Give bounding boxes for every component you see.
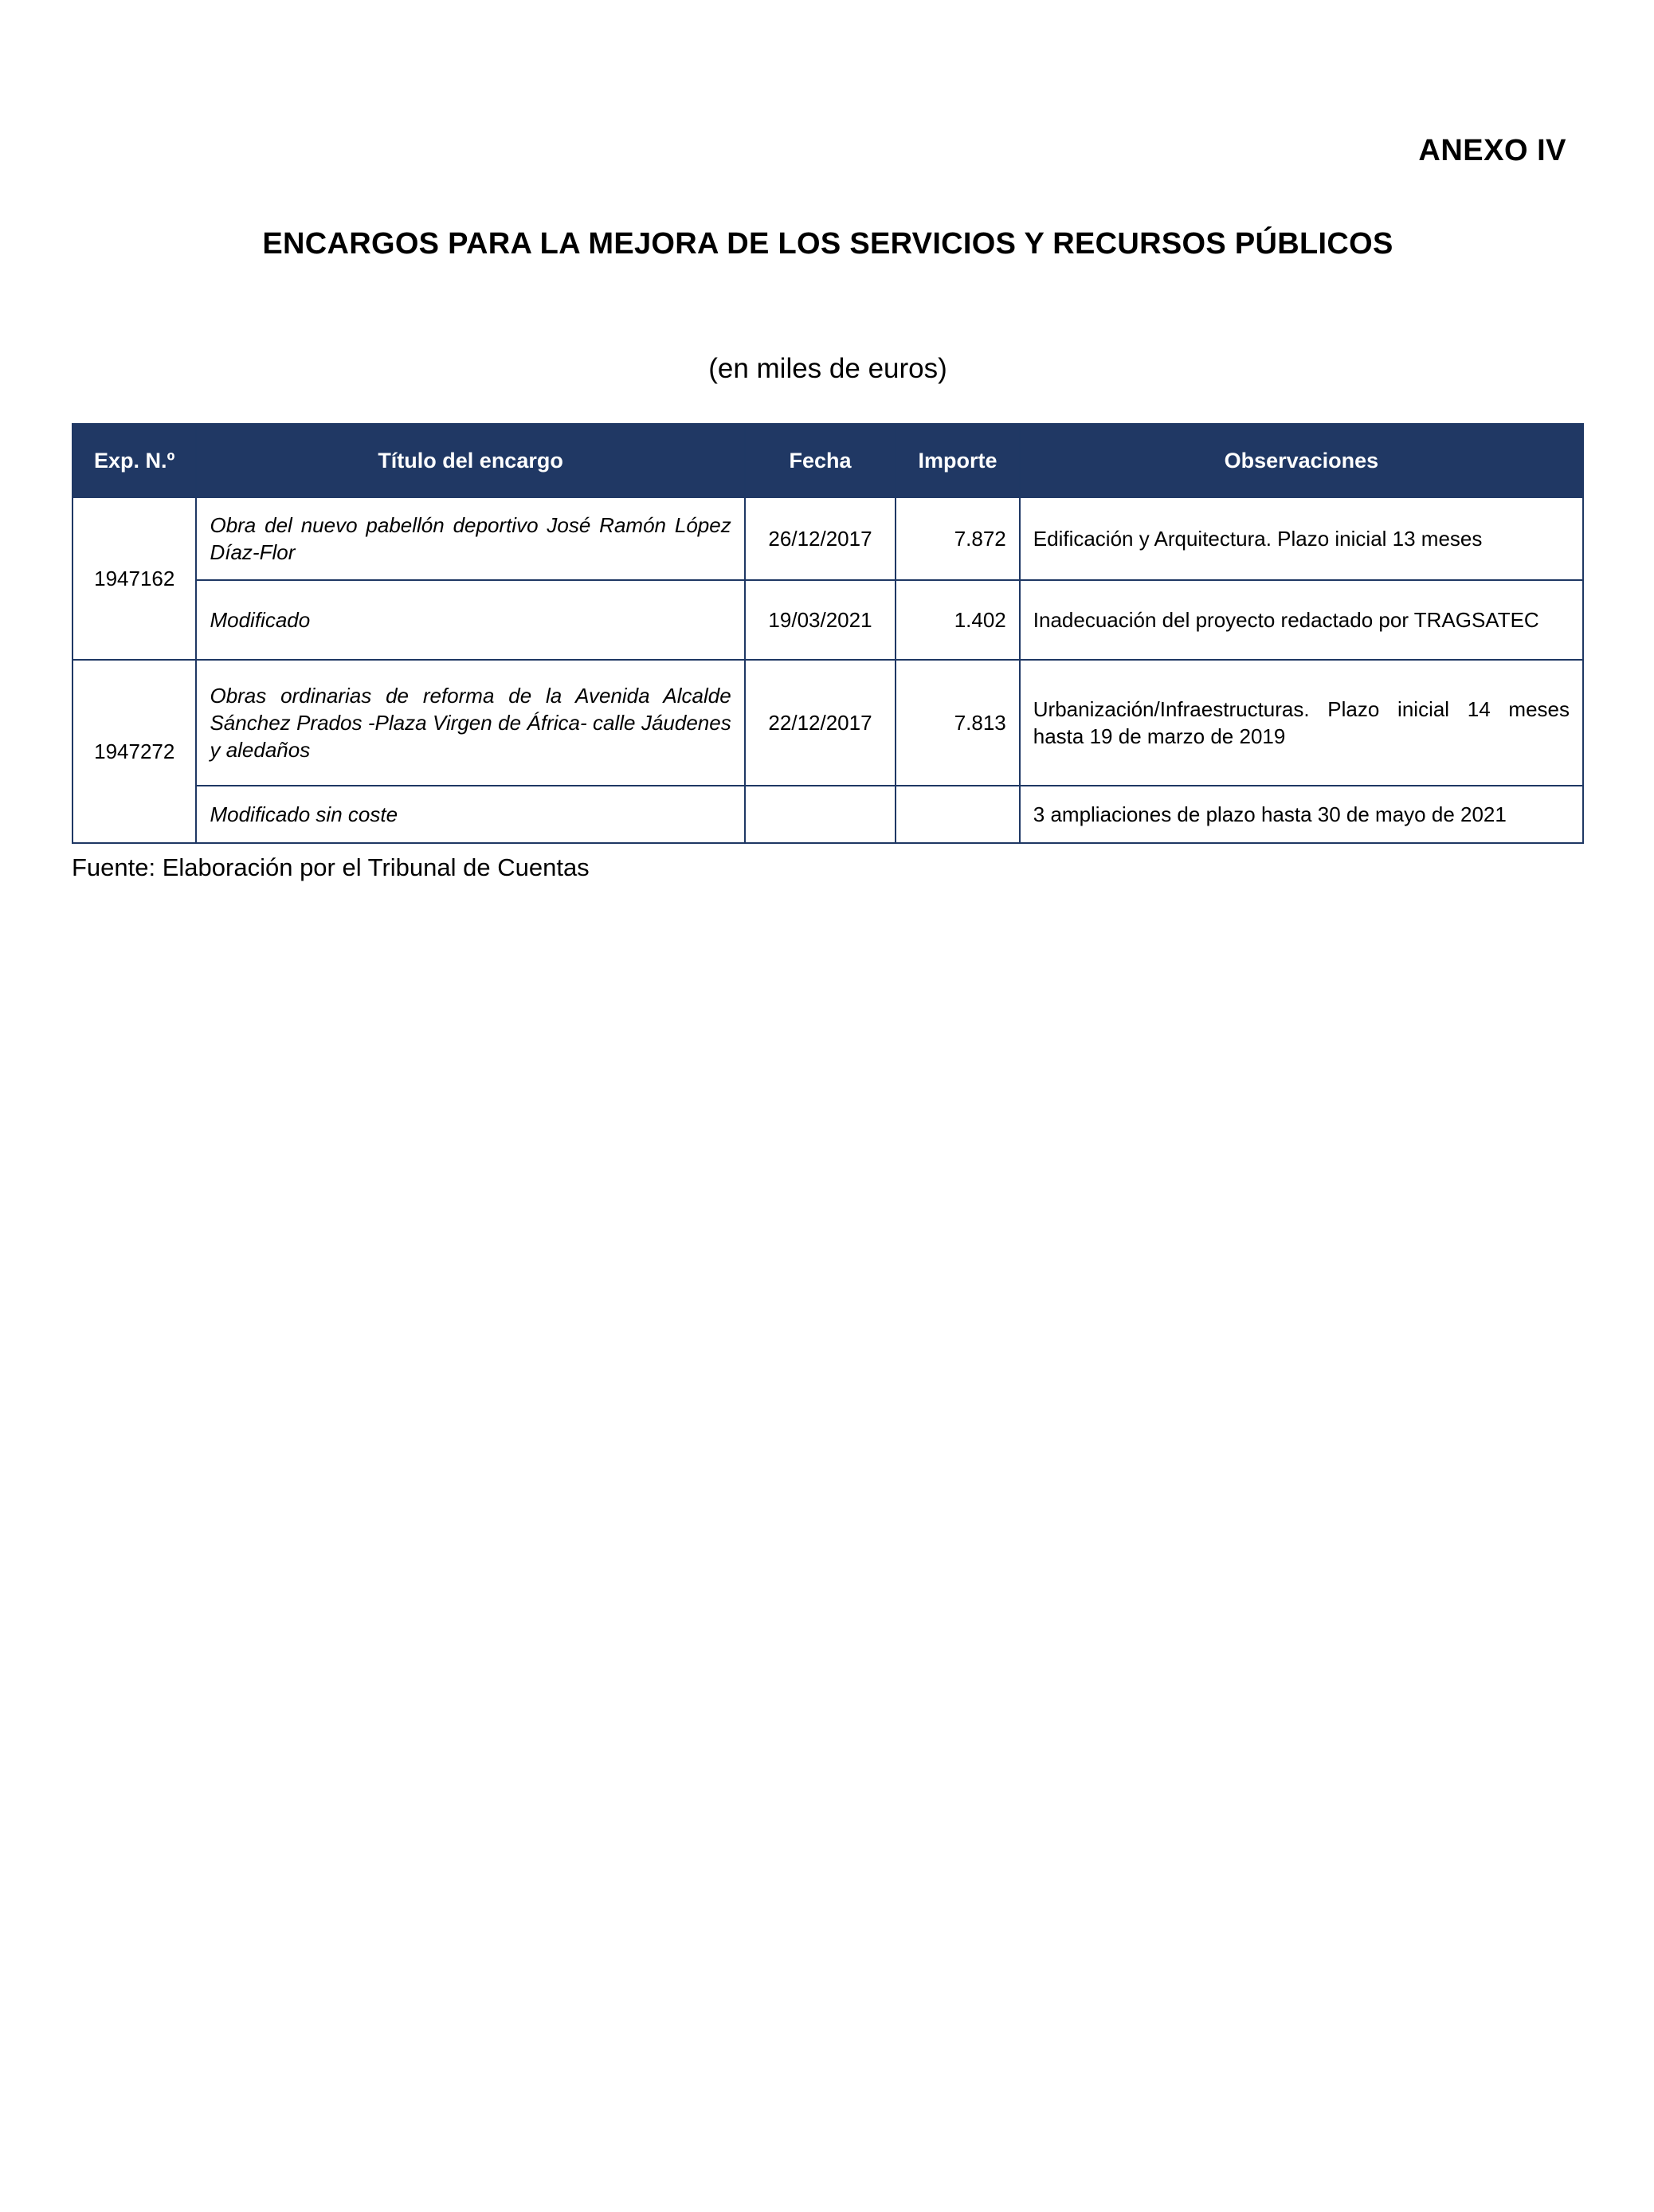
cell-observaciones: Inadecuación del proyecto redactado por TRAGSATEC bbox=[1020, 580, 1583, 660]
source-note: Fuente: Elaboración por el Tribunal de Cuentas bbox=[72, 853, 590, 881]
cell-observaciones: Urbanización/Infraestructuras. Plazo inicial 14 meses hasta 19 de marzo de 2019 bbox=[1020, 660, 1583, 786]
table-row bbox=[73, 497, 1583, 580]
cell-fecha bbox=[745, 786, 896, 843]
header-titulo-encargo: Título del encargo bbox=[196, 424, 744, 497]
header-fecha: Fecha bbox=[745, 424, 896, 497]
annex-label: ANEXO IV bbox=[1418, 134, 1566, 167]
cell-importe bbox=[896, 786, 1019, 843]
page-title: ENCARGOS PARA LA MEJORA DE LOS SERVICIOS Y RECURSOS PÚBLICOS bbox=[262, 227, 1393, 261]
cell-importe: 7.872 bbox=[896, 497, 1019, 580]
cell-importe: 7.813 bbox=[896, 660, 1019, 786]
cell-fecha: 22/12/2017 bbox=[745, 660, 896, 786]
cell-observaciones: Edificación y Arquitectura. Plazo inicial 13 meses bbox=[1020, 497, 1583, 580]
header-observaciones: Observaciones bbox=[1020, 424, 1583, 497]
cell-exp-numero: 1947162 bbox=[73, 497, 196, 660]
encargos-table bbox=[72, 423, 1584, 844]
header-exp-numero: Exp. N.º bbox=[73, 424, 196, 497]
cell-exp-numero: 1947272 bbox=[73, 660, 196, 843]
table-row bbox=[73, 580, 1583, 660]
cell-fecha: 26/12/2017 bbox=[745, 497, 896, 580]
cell-titulo-encargo: Obras ordinarias de reforma de la Avenida Alcalde Sánchez Prados -Plaza Virgen de África- calle Jáudenes y aledaños bbox=[196, 660, 744, 786]
cell-fecha: 19/03/2021 bbox=[745, 580, 896, 660]
cell-titulo-encargo: Modificado bbox=[196, 580, 744, 660]
cell-titulo-encargo: Modificado sin coste bbox=[196, 786, 744, 843]
header-importe: Importe bbox=[896, 424, 1019, 497]
document-page bbox=[0, 0, 1654, 882]
table-row bbox=[73, 660, 1583, 786]
table-row bbox=[73, 786, 1583, 843]
cell-importe: 1.402 bbox=[896, 580, 1019, 660]
cell-observaciones: 3 ampliaciones de plazo hasta 30 de mayo de 2021 bbox=[1020, 786, 1583, 843]
cell-titulo-encargo: Obra del nuevo pabellón deportivo José Ramón López Díaz-Flor bbox=[196, 497, 744, 580]
table-header-row bbox=[73, 424, 1583, 497]
page-subtitle: (en miles de euros) bbox=[708, 353, 947, 384]
